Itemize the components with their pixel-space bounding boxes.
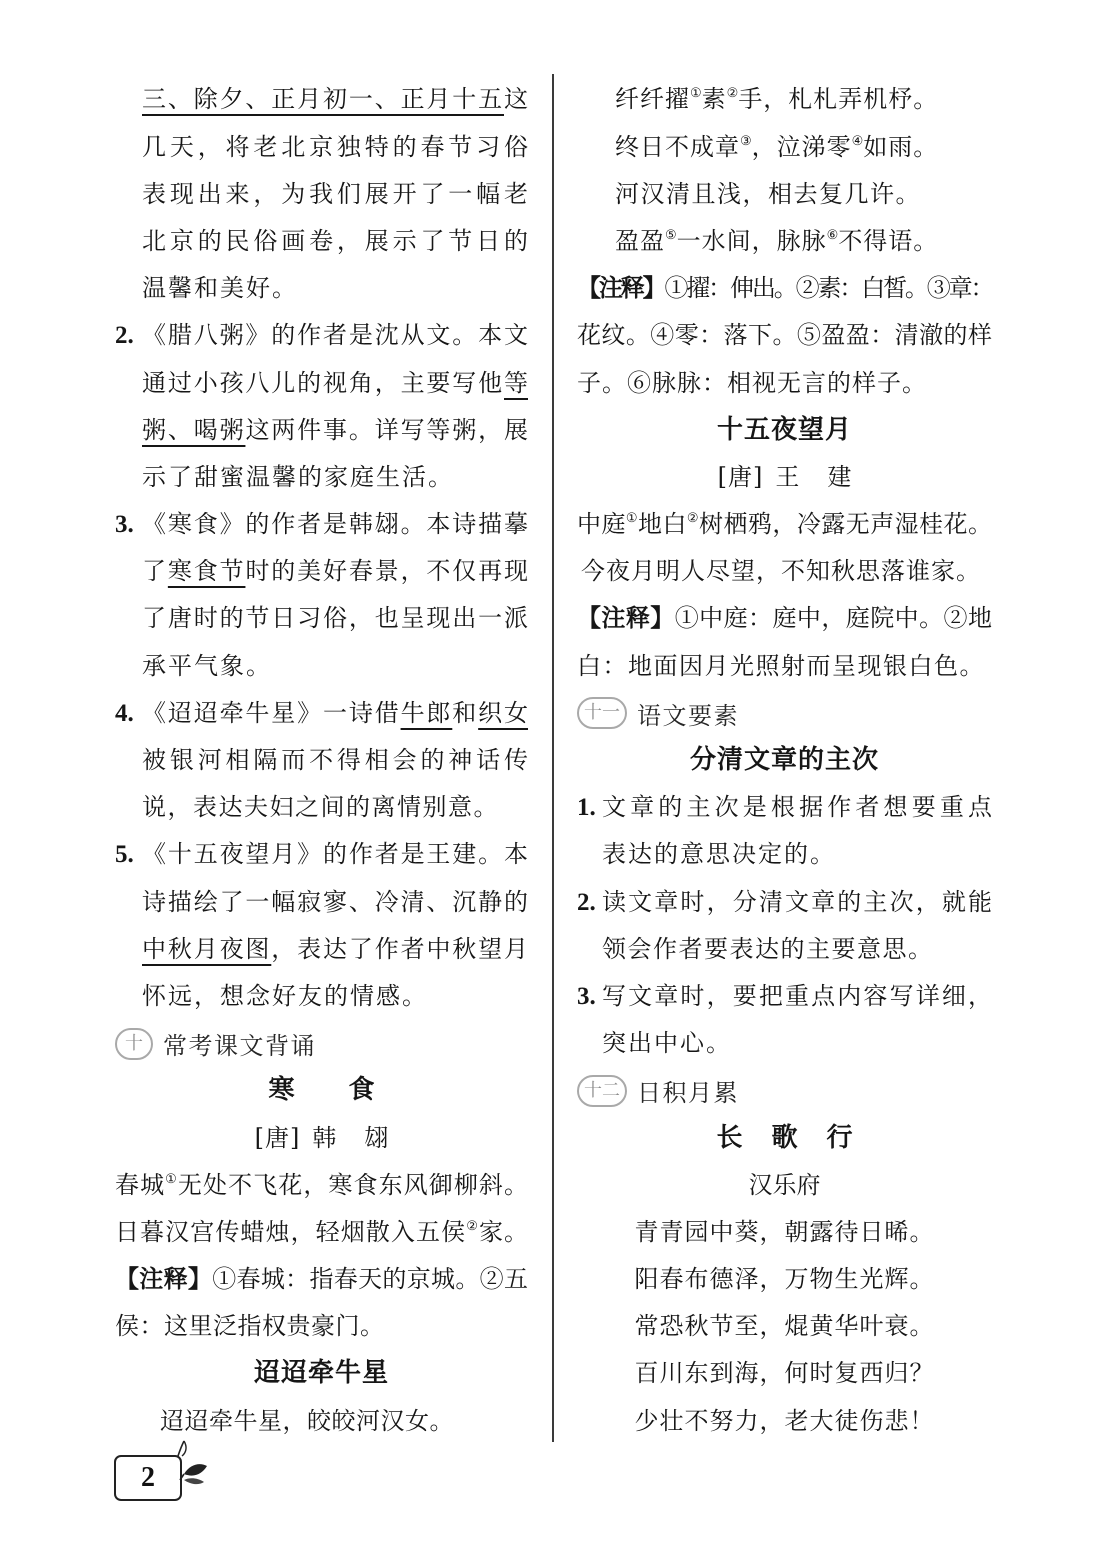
text-segment: ①中庭：庭中，庭院中。②地: [674, 604, 992, 633]
text-segment: 春城: [115, 1170, 166, 1199]
section-number-badge: 十一: [577, 697, 627, 729]
text-segment: 《寒食》的作者是韩翃。本诗描摹: [142, 510, 528, 539]
text-segment: 如雨。: [863, 132, 939, 161]
poem-author: [577, 1162, 992, 1209]
text-segment: ①春城：指春天的京城。②五: [212, 1265, 528, 1294]
text-segment: 怀远，想念好友的情感。: [142, 981, 428, 1010]
underlined-text: 寒食节: [167, 557, 246, 586]
note-line: [577, 643, 992, 690]
poem-line: [577, 76, 992, 123]
footnote-marker: ①: [690, 86, 702, 102]
text-line: [142, 501, 528, 548]
item-number: 5.: [115, 841, 134, 869]
item-number: 3.: [577, 982, 596, 1010]
text-segment: 手，札札弄机杼。: [738, 85, 939, 114]
text-line: [142, 360, 528, 407]
poem-line: [577, 501, 992, 548]
text-segment: 盈盈: [615, 226, 665, 255]
text-line: [602, 1020, 992, 1067]
text-line: [602, 926, 992, 973]
poem-line: [577, 1350, 992, 1397]
text-segment: 和: [452, 698, 479, 727]
text-segment: 示了甜蜜温馨的家庭生活。: [142, 462, 454, 491]
text-line: [142, 407, 528, 454]
text-line: [142, 784, 528, 831]
footnote-marker: ②: [466, 1218, 479, 1234]
summary-continuation: [115, 76, 528, 312]
text-segment: 白：地面因月光照射而呈现银白色。: [577, 651, 985, 680]
footnote-marker: ①: [625, 511, 639, 527]
key-point-item-3: [577, 973, 992, 1067]
text-line: [142, 312, 528, 359]
poem-line: [577, 171, 992, 218]
poem-title-text: 寒食: [268, 1075, 429, 1106]
topic-title: [577, 737, 992, 784]
poem-line: [115, 1398, 528, 1445]
text-line: [142, 265, 528, 312]
poem-line: [577, 1398, 992, 1445]
poem-author-name: 汉乐府: [748, 1170, 821, 1199]
footnote-marker: ①: [165, 1171, 178, 1187]
text-segment: 日暮汉宫传蜡烛，轻烟散入五侯: [115, 1217, 467, 1246]
text-segment: 终日不成章: [615, 132, 740, 161]
text-segment: 无处不飞花，寒食东风御柳斜。: [177, 1170, 529, 1199]
text-line: [602, 831, 992, 878]
footnote-marker: ③: [740, 133, 752, 149]
note-label: 【注释】: [577, 274, 665, 303]
note-label: 【注释】: [577, 604, 675, 633]
text-segment: 温馨和美好。: [142, 274, 298, 303]
summary-item-2: [115, 312, 528, 501]
note-line: [115, 1256, 528, 1303]
poem-line: [115, 1162, 528, 1209]
item-number: 4.: [115, 699, 134, 727]
poem-line: [115, 1209, 528, 1256]
text-line: [142, 690, 528, 737]
section-heading-text: 日积月累: [637, 1079, 739, 1108]
text-segment: 迢迢牵牛星，皎皎河汉女。: [160, 1406, 454, 1435]
poem-title: [577, 407, 992, 454]
text-segment: 时的美好春景，不仅再现: [245, 557, 529, 586]
text-segment: 承平气象。: [142, 651, 272, 680]
text-segment: 《腊八粥》的作者是沈从文。本文: [142, 321, 528, 350]
note-line: [115, 1303, 528, 1350]
poem-title: [115, 1067, 528, 1114]
item-number: 2.: [577, 888, 596, 916]
poem-author: [577, 454, 992, 501]
poem-author-name: 王建: [775, 462, 880, 491]
underlined-text: 牛郎: [400, 698, 453, 727]
poem-line: [577, 1303, 992, 1350]
text-segment: 北京的民俗画卷，展示了节日的: [142, 226, 528, 255]
text-segment: 一水间，脉脉: [676, 226, 827, 255]
text-segment: 被银河相隔而不得相会的神话传: [142, 746, 528, 775]
text-segment: 表达的意思决定的。: [602, 840, 836, 869]
summary-item-3: [115, 501, 528, 690]
text-line: [142, 831, 528, 878]
text-segment: 诗描绘了一幅寂寥、冷清、沉静的: [142, 887, 528, 916]
text-line: [142, 643, 528, 690]
text-line: [142, 926, 528, 973]
section-heading-10: [115, 1020, 528, 1067]
text-segment: 文章的主次是根据作者想要重点: [602, 793, 992, 822]
text-segment: 不得语。: [838, 226, 939, 255]
text-segment: 侯：这里泛指权贵豪门。: [115, 1312, 385, 1341]
underlined-text: 织女: [478, 698, 529, 727]
section-heading-text: 常考课文背诵: [163, 1032, 316, 1061]
text-line: [142, 454, 528, 501]
key-point-item-1: [577, 784, 992, 878]
text-segment: 百川东到海，何时复西归？: [634, 1359, 935, 1388]
text-segment: 领会作者要表达的主要意思。: [602, 934, 934, 963]
leaf-decoration-icon: [170, 1440, 210, 1502]
text-line: [142, 737, 528, 784]
note-line: [577, 595, 992, 642]
text-segment: 读文章时，分清文章的主次，就能: [602, 887, 992, 916]
text-segment: 青青园中葵，朝露待日晞。: [634, 1217, 935, 1246]
poem-dynasty: [唐]: [254, 1123, 301, 1152]
text-segment: 几天，将老北京独特的春节习俗: [142, 132, 528, 161]
text-segment: 纤纤擢: [615, 85, 690, 114]
text-line: [602, 784, 992, 831]
poem-title-text: 十五夜望月: [716, 414, 852, 445]
item-number: 3.: [115, 511, 134, 539]
key-point-item-2: [577, 879, 992, 973]
text-segment: 今夜月明人尽望，不知秋思落谁家。: [581, 557, 981, 586]
poem-dynasty: [唐]: [717, 462, 764, 491]
section-number-badge: 十二: [577, 1075, 627, 1107]
text-segment: 《十五夜望月》的作者是王建。本: [142, 840, 528, 869]
text-segment: ，表达了作者中秋望月: [271, 934, 529, 963]
text-line: [602, 973, 992, 1020]
note-line: [577, 312, 992, 359]
text-segment: ①擢：伸出。②素：白皙。③章：: [664, 274, 993, 303]
underlined-text: 三、除夕、正月初一、正月十五: [142, 85, 504, 114]
text-segment: 《迢迢牵牛星》一诗借: [142, 698, 401, 727]
poem-title-text: 迢迢牵牛星: [253, 1358, 389, 1389]
text-line: [142, 76, 528, 123]
text-segment: 树栖鸦，冷露无声湿桂花。: [699, 510, 993, 539]
summary-item-4: [115, 690, 528, 832]
poem-author: [115, 1115, 528, 1162]
poem-line: [577, 218, 992, 265]
section-heading-11: [577, 690, 992, 737]
text-segment: 中庭: [577, 510, 626, 539]
item-number: 1.: [577, 794, 596, 822]
footnote-marker: ④: [851, 133, 864, 149]
text-segment: 了唐时的节日习俗，也呈现出一派: [142, 604, 528, 633]
text-segment: 地白: [638, 510, 687, 539]
poem-line: [577, 548, 992, 595]
text-segment: 河汉清且浅，相去复几许。: [615, 179, 921, 208]
poem-line: [577, 124, 992, 171]
poem-title: [577, 1115, 992, 1162]
text-segment: 通过小孩八儿的视角，主要写他: [142, 368, 504, 397]
text-line: [142, 548, 528, 595]
text-line: [142, 124, 528, 171]
text-segment: 少壮不努力，老大徒伤悲！: [634, 1406, 935, 1435]
text-segment: 素: [701, 85, 727, 114]
text-segment: 了: [142, 557, 168, 586]
footnote-marker: ⑥: [826, 227, 839, 243]
text-segment: 常恐秋节至，焜黄华叶衰。: [634, 1312, 935, 1341]
footnote-marker: ②: [726, 86, 739, 102]
text-segment: 家。: [478, 1217, 529, 1246]
text-segment: 阳春布德泽，万物生光辉。: [634, 1265, 935, 1294]
poem-title: [115, 1350, 528, 1397]
text-line: [142, 171, 528, 218]
right-column: [577, 76, 992, 1444]
note-line: [577, 265, 992, 312]
section-number-badge: 十: [115, 1028, 153, 1060]
poem-title-text: 长歌行: [716, 1122, 882, 1153]
underlined-text: 粥、喝粥: [142, 415, 246, 444]
text-segment: 写文章时，要把重点内容写详细，: [602, 981, 992, 1010]
poem-line: [577, 1256, 992, 1303]
text-line: [142, 879, 528, 926]
text-line: [142, 595, 528, 642]
poem-line: [577, 1209, 992, 1256]
text-segment: 表现出来，为我们展开了一幅老: [142, 179, 528, 208]
footnote-marker: ②: [686, 511, 700, 527]
text-segment: ，泣涕零: [751, 132, 852, 161]
page-number: 2: [114, 1455, 182, 1501]
summary-item-5: [115, 831, 528, 1020]
text-segment: 子。⑥脉脉：相视无言的样子。: [577, 368, 927, 397]
item-number: 2.: [115, 322, 134, 350]
section-heading-text: 语文要素: [637, 701, 739, 730]
note-label: 【注释】: [115, 1265, 213, 1294]
poem-author-name: 韩翃: [312, 1123, 417, 1152]
footnote-marker: ⑤: [665, 227, 677, 243]
text-segment: 说，表达夫妇之间的离情别意。: [142, 793, 499, 822]
topic-title-text: 分清文章的主次: [689, 745, 879, 776]
left-column: [115, 76, 528, 1444]
underlined-text: 等: [504, 368, 528, 397]
text-line: [142, 218, 528, 265]
text-segment: 这: [504, 85, 528, 114]
underlined-text: 中秋月夜图: [142, 934, 272, 963]
section-heading-12: [577, 1067, 992, 1114]
column-divider: [552, 74, 554, 1442]
text-segment: 这两件事。详写等粥，展: [245, 415, 529, 444]
text-line: [602, 879, 992, 926]
text-line: [142, 973, 528, 1020]
text-segment: 花纹。④零：落下。⑤盈盈：清澈的样: [577, 321, 992, 350]
text-segment: 突出中心。: [602, 1029, 732, 1058]
note-line: [577, 360, 992, 407]
